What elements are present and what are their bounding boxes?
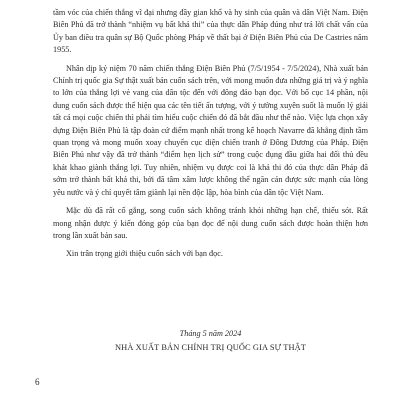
page-number: 6 — [35, 377, 40, 387]
signature-date: Tháng 5 năm 2024 — [179, 329, 242, 338]
signature-publisher: NHÀ XUẤT BẢN CHÍNH TRỊ QUỐC GIA SỰ THẬT — [115, 343, 306, 352]
body-text — [53, 7, 368, 267]
paragraph-3: Mặc dù đã rất cố gắng, song cuốn sách không tránh khỏi những hạn chế, thiếu sót. Rất mong nhận được ý kiến đóng góp của bạn đọc để nội dung cuốn sách được hoàn thiện hơn trong lần xuất bản sau. — [53, 206, 368, 240]
paragraph-1: tầm vóc của chiến thắng vĩ đại nhưng đầy gian khổ và hy sinh của quân và dân Việt Nam. Điện Biên Phủ đã trở thành “nhiệm vụ bất khả thi” của thực dân Pháp đúng như trả lời chất vấn của Ủy ban điều tra quân sự Bộ Quốc phòng Pháp về thất bại ở Điện Biên Phủ của De Castries năm 1955. — [53, 8, 368, 55]
paragraph-2: Nhân dịp kỷ niệm 70 năm chiến thắng Điện Biên Phủ (7/5/1954 - 7/5/2024), Nhà xuất bản Chính trị quốc gia Sự thật xuất bản cuốn sách trên, với mong muốn đưa những giá trị và ý nghĩa to lớn của thắng lợi vẻ vang của dân tộc đến với đông đảo bạn đọc. Với bố cục 14 phần, nội dung cuốn sách được thể hiện qua các tên tiết ấn tượng, với ý tưởng xuyên suốt là muốn lý giải tất cả mọi cuộc chiến thì phải tìm hiểu cuộc chiến đó đã bắt đầu như thế nào. Việc lựa chọn xây dựng Điện Biên Phủ là tập đoàn cứ điểm mạnh nhất trong kế hoạch Navarre đã khẳng định tầm quan trọng và mong muốn xoay chuyển cục diện chiến tranh ở Đông Dương của Pháp. Điện Biên Phủ như vậy đã trở thành “điểm hẹn lịch sử” trong cuộc đụng đầu giữa hai đối thủ đều khát khao giành thắng lợi. Tuy nhiên, nhiệm vụ được coi là khả thi đó của thực dân Pháp đã sớm trở thành bất khả thi, bởi đã tâm xâm lược không thể ngăn cản được sức mạnh của lòng yêu nước và ý chí quyết tâm giành lại nền độc lập, hòa bình của dân tộc Việt Nam. — [53, 63, 368, 197]
paragraph-4: Xin trân trọng giới thiệu cuốn sách với bạn đọc. — [66, 249, 223, 259]
